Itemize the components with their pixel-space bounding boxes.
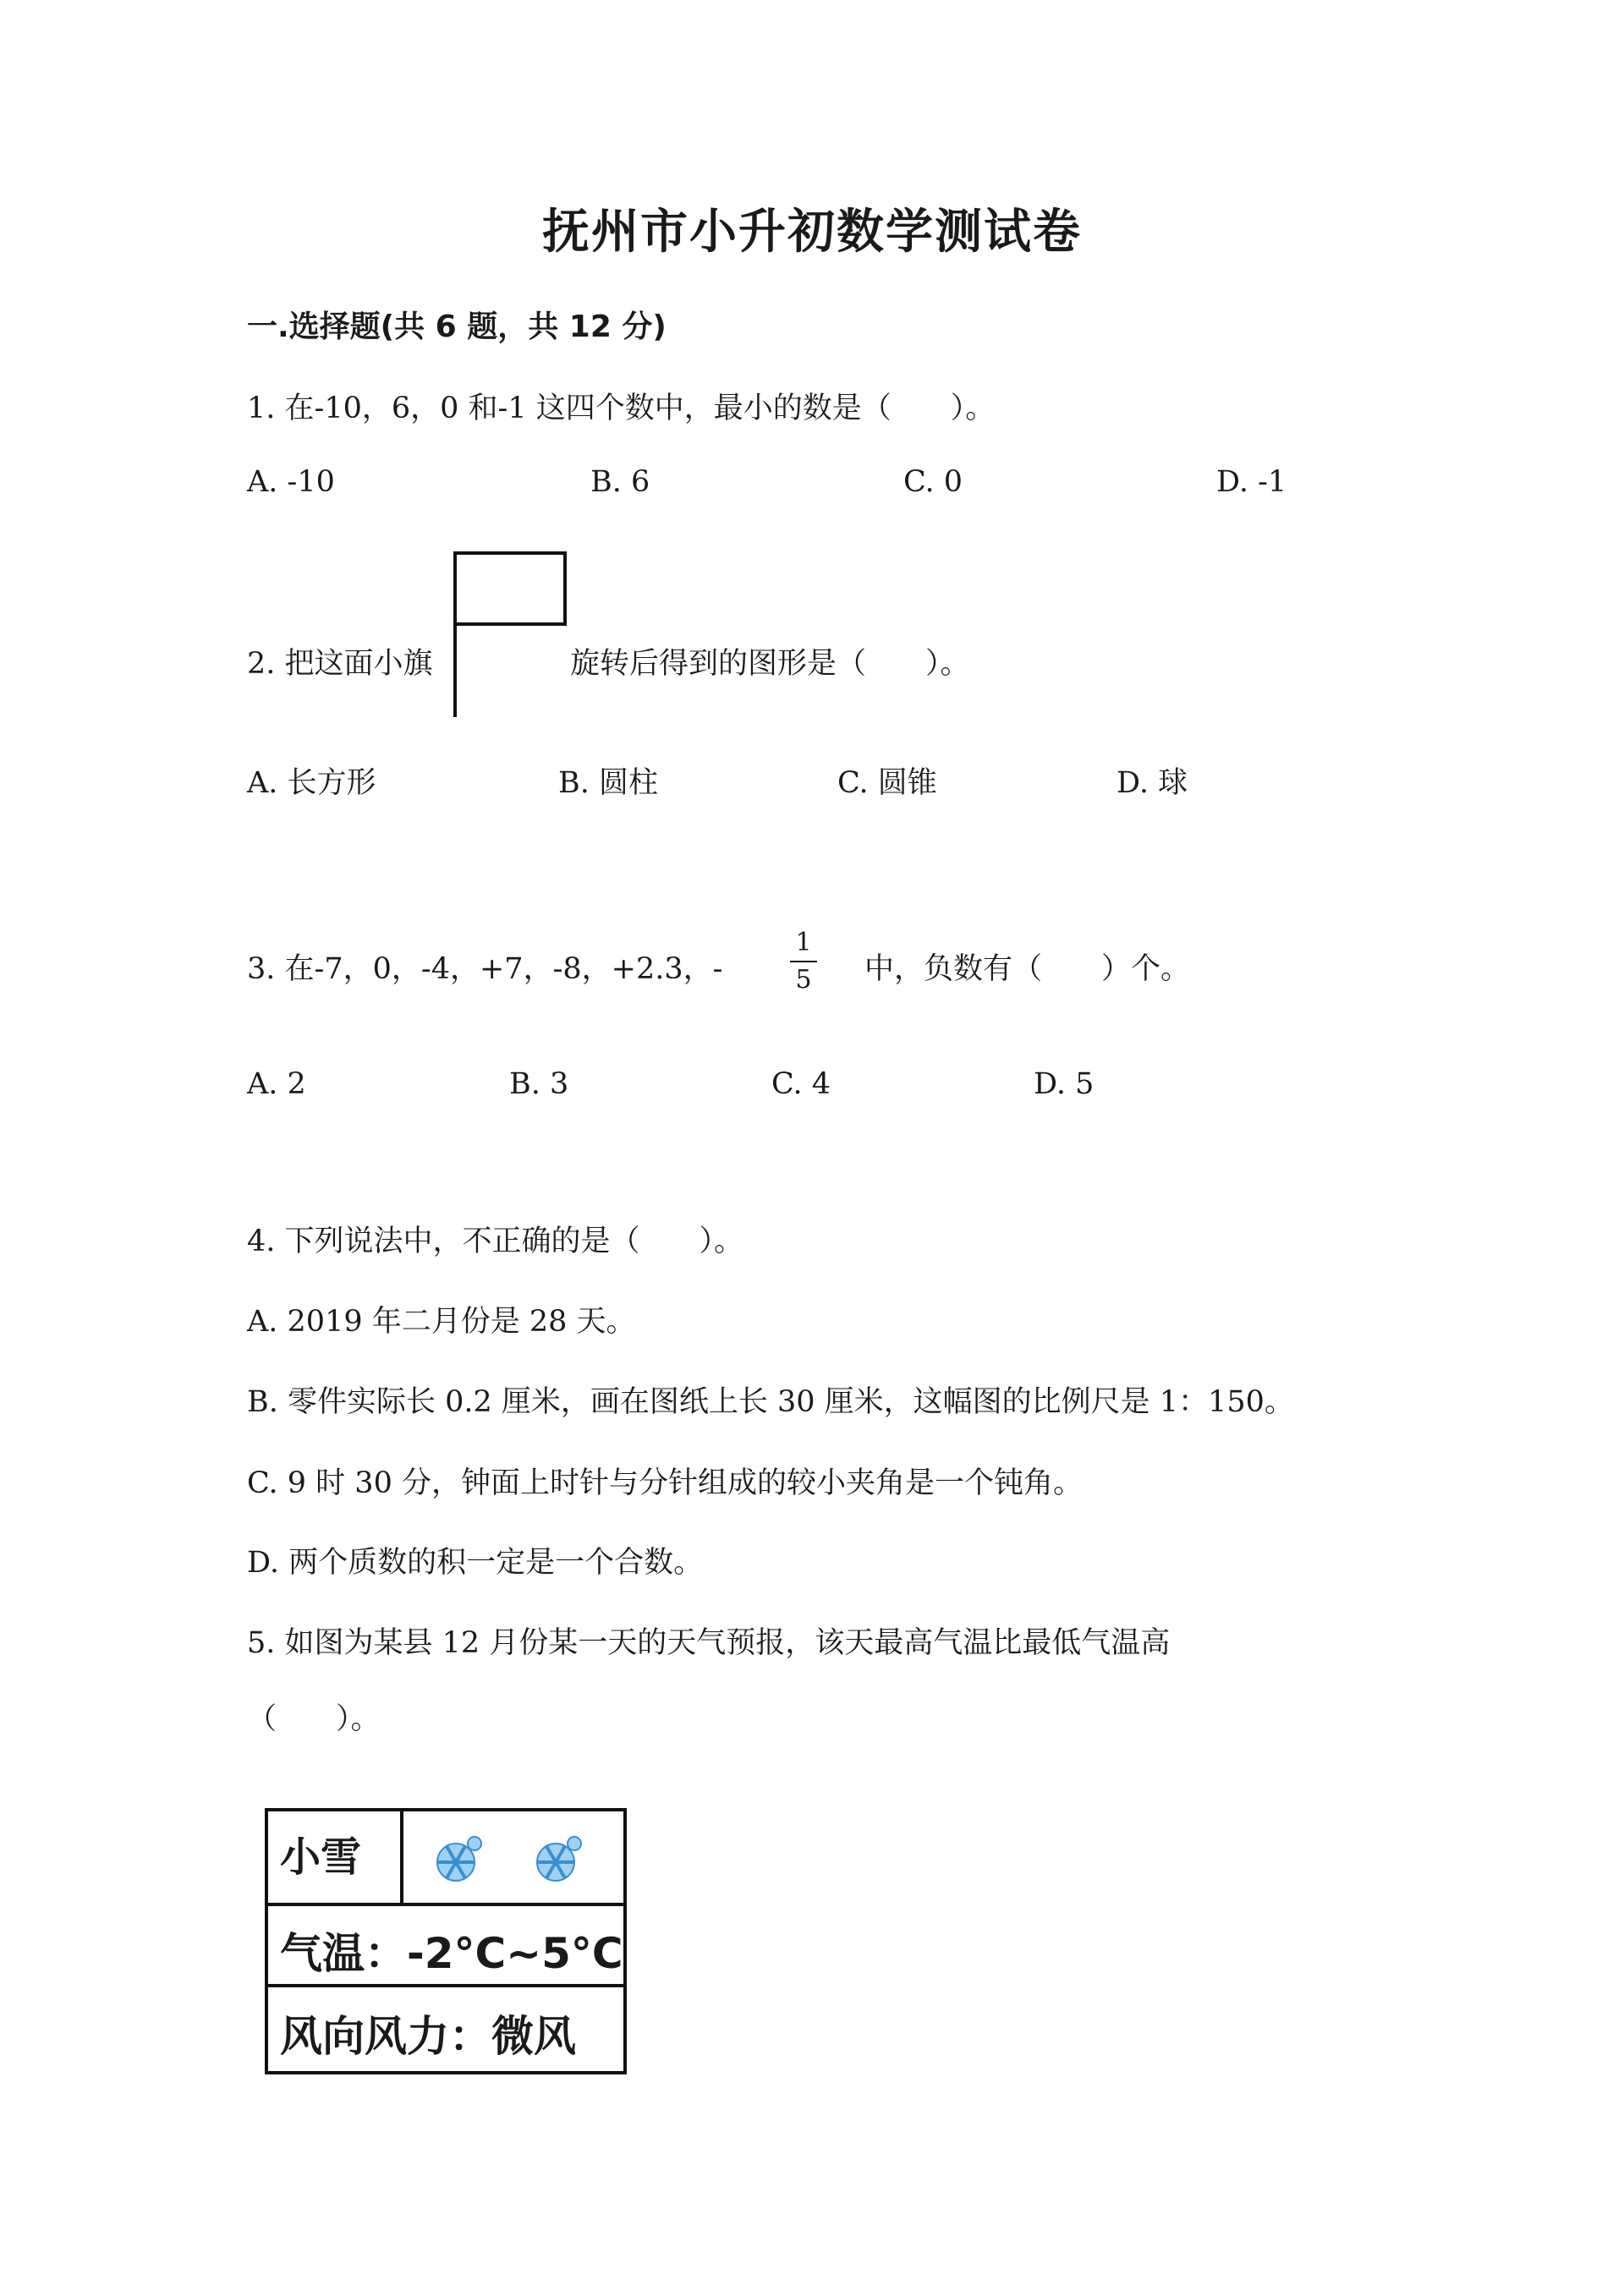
fraction-numerator: 1 (795, 928, 812, 957)
weather-wind: 风向风力：微风 (280, 2012, 576, 2061)
question-2-prefix: 2. 把这面小旗 (247, 647, 433, 681)
snowflake-icon (537, 1837, 581, 1881)
q3-option-d: D. 5 (1034, 1067, 1095, 1101)
weather-row-wind (268, 1987, 623, 2071)
page-title: 抚州市小升初数学测试卷 (542, 205, 1082, 260)
q2-option-d: D. 球 (1116, 766, 1188, 800)
weather-row-temperature (268, 1906, 623, 1987)
weather-temperature: 气温：-2°C~5°C (280, 1929, 623, 1978)
q1-option-a: A. -10 (247, 465, 335, 499)
q1-option-d: D. -1 (1216, 465, 1287, 499)
question-4: 4. 下列说法中，不正确的是（ ）。 (247, 1225, 744, 1258)
question-2-suffix: 旋转后得到的图形是（ ）。 (570, 647, 970, 681)
flag-figure (452, 551, 570, 721)
snowflake-icon (437, 1837, 481, 1881)
fraction-one-fifth (788, 930, 819, 993)
fraction-denominator: 5 (795, 965, 812, 995)
question-3-suffix: 中，负数有（ ）个。 (864, 952, 1191, 986)
question-5-line-1: 5. 如图为某县 12 月份某一天的天气预报，该天最高气温比最低气温高 (247, 1626, 1171, 1660)
q1-option-b: B. 6 (590, 465, 650, 499)
q2-option-a: A. 长方形 (247, 766, 376, 800)
q3-option-a: A. 2 (247, 1067, 306, 1101)
weather-condition-label: 小雪 (268, 1811, 403, 1903)
question-3-prefix: 3. 在-7，0，-4，+7，-8，+2.3，- (247, 952, 723, 986)
q3-option-b: B. 3 (509, 1067, 569, 1101)
q3-option-c: C. 4 (771, 1067, 831, 1101)
q2-option-b: B. 圆柱 (558, 766, 658, 800)
weather-forecast-card (265, 1808, 627, 2074)
q4-option-d: D. 两个质数的积一定是一个合数。 (247, 1546, 704, 1580)
weather-row-condition (268, 1811, 623, 1906)
q4-option-c: C. 9 时 30 分，钟面上时针与分针组成的较小夹角是一个钝角。 (247, 1466, 1083, 1500)
question-5-line-2: （ ）。 (247, 1702, 381, 1736)
q4-option-a: A. 2019 年二月份是 28 天。 (247, 1305, 636, 1339)
q1-option-c: C. 0 (903, 465, 963, 499)
q4-option-b: B. 零件实际长 0.2 厘米，画在图纸上长 30 厘米，这幅图的比例尺是 1：150。 (247, 1385, 1294, 1419)
snowflake-icons (403, 1811, 623, 1903)
q2-option-c: C. 圆锥 (837, 766, 937, 800)
question-1: 1. 在-10，6，0 和-1 这四个数中，最小的数是（ ）。 (247, 392, 996, 425)
section-heading: 一.选择题(共 6 题，共 12 分) (247, 310, 667, 344)
weather-icons (403, 1811, 623, 1903)
